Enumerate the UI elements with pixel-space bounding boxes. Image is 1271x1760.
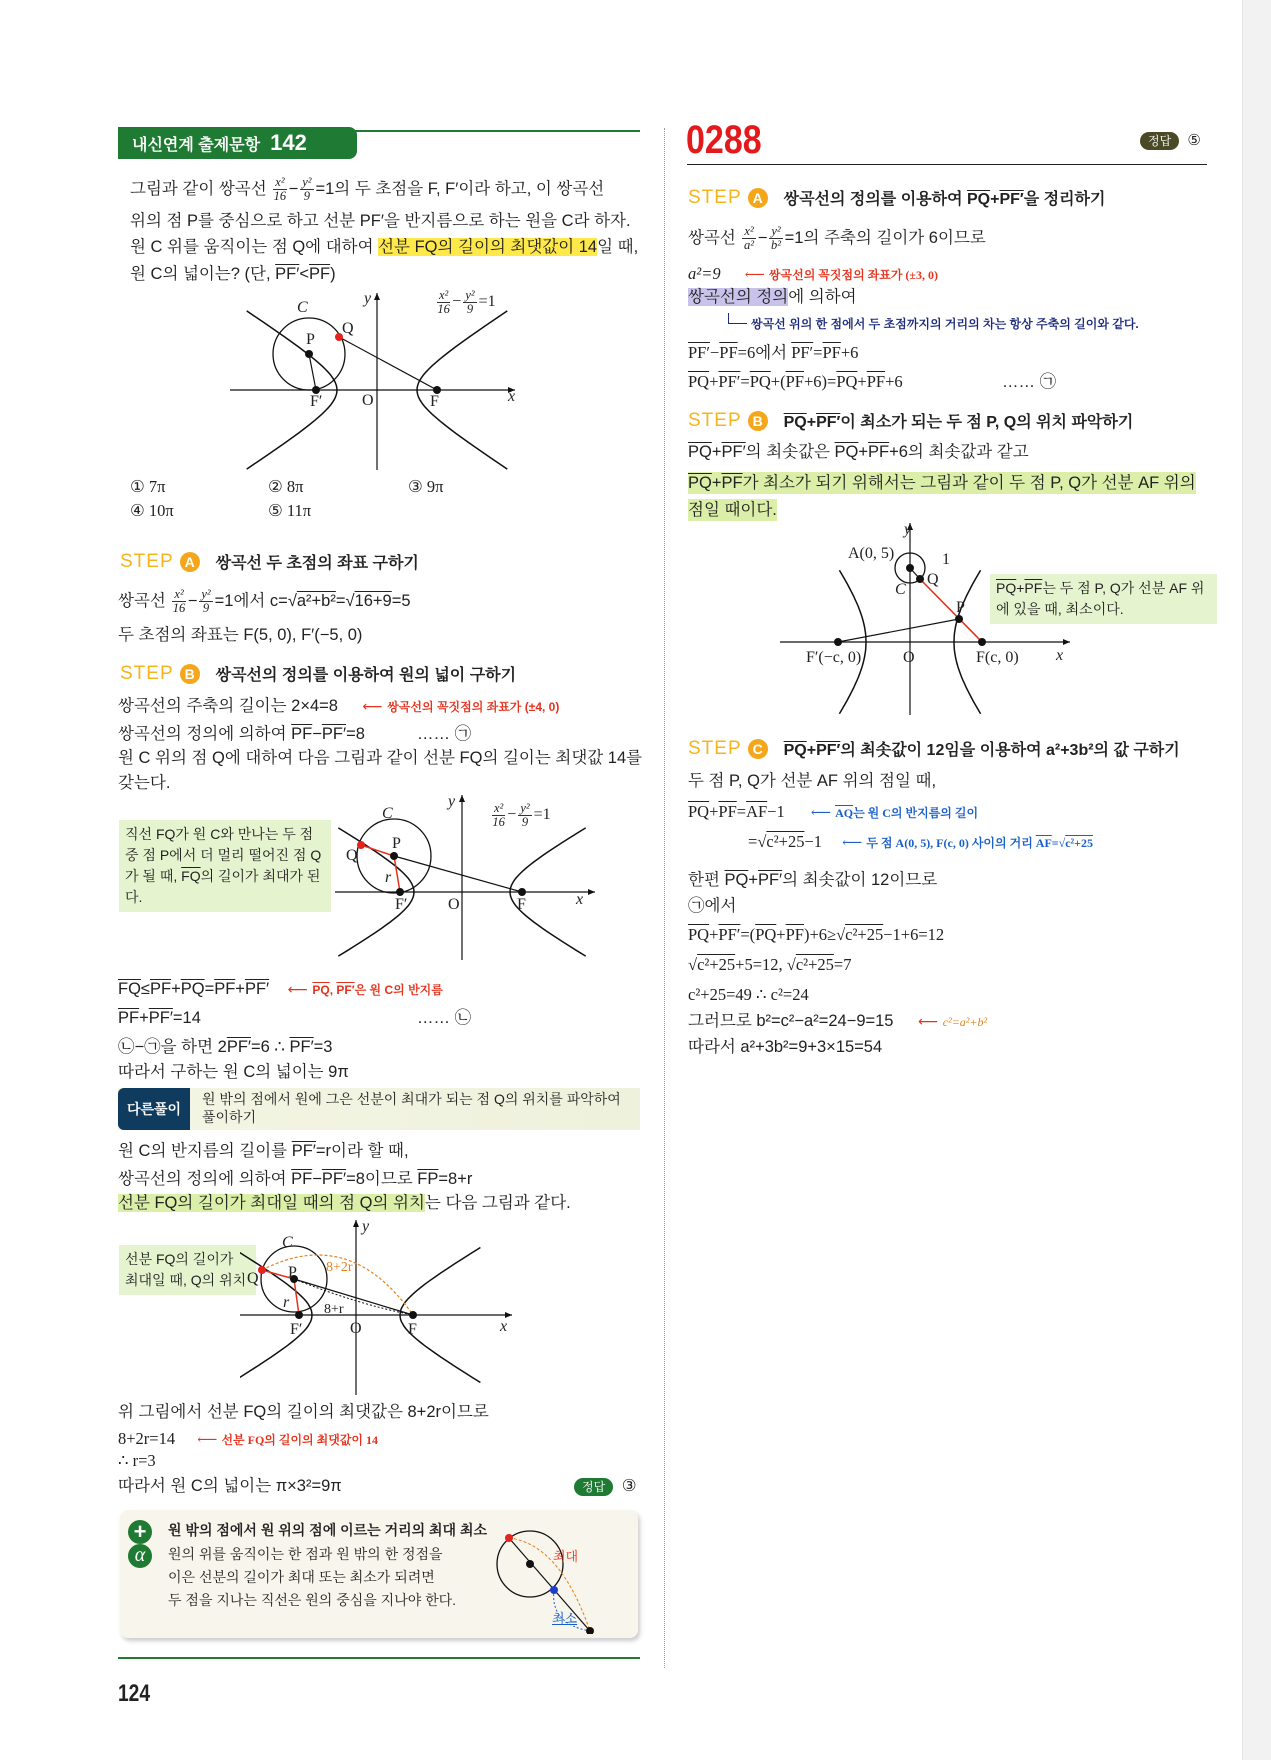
solution-line: $\overline{PQ}+PF'=(\overline{PQ}+\overline{PF})+6\ge√c^2+25-1+6=12$ (688, 925, 945, 944)
solution-line (688, 263, 938, 287)
step-title: $\overline{PQ}+PF'$이 최소가 되는 두 점 P, Q의 위치 파악하기 (783, 414, 1134, 431)
point-label-a: A(0, 5) (848, 545, 895, 562)
alt-solution-label: 다른풀이 (118, 1088, 190, 1130)
segment-qf (339, 337, 437, 390)
step-letter: A (180, 552, 200, 572)
step-letter: B (748, 411, 768, 431)
axis-label-x: x (576, 891, 584, 908)
origin-label: O (903, 649, 915, 666)
highlight-line: $\overline{PQ}+\overline{PF}$가 최소가 되기 위해서는 그림과 같이 두 점 P, Q가 선분 AF 위의 (688, 474, 1196, 492)
point-label-f-prime: F′ (395, 896, 408, 913)
annotation-note: $\overline{PQ}$, PF′은 원 C의 반지름 (312, 983, 443, 997)
radius-label-r: r (283, 1294, 290, 1311)
problem-line (130, 236, 638, 258)
segment-qf (920, 579, 982, 642)
point-label-q: Q (342, 320, 354, 337)
choice-3[interactable]: ③ 9π (408, 477, 444, 496)
problem-line (130, 210, 631, 232)
solution-line (118, 1192, 571, 1214)
annotation-note: c²=a²+b² (942, 1015, 988, 1029)
solution-text: 는 다음 그림과 같다. (424, 1194, 571, 1212)
distance-label-8-plus-2r: 8+2r (326, 1260, 353, 1275)
axis-label-y: y (448, 793, 456, 810)
answer-badge (1140, 131, 1201, 150)
problem-text: 일 때, (597, 238, 639, 256)
highlight-text: 선분 FQ의 길이가 최대일 때의 점 Q의 위치 (118, 1194, 425, 1212)
circle-label-c: C (895, 581, 906, 598)
figure-hyperbola-2 (330, 790, 600, 960)
tip-line: 원의 위를 움직이는 한 점과 원 밖의 한 정점을 (168, 1546, 443, 1562)
problem-number: 0288 (686, 118, 762, 162)
step-letter: A (748, 188, 768, 208)
solution-line: c²+25=49 ∴ c²=24 (688, 985, 809, 1004)
highlight-text: 쌍곡선의 정의 (688, 288, 789, 306)
x-axis-arrow-icon (588, 889, 595, 895)
origin-label: O (448, 896, 460, 913)
tip-title: 원 밖의 점에서 원 위의 점에 이르는 거리의 최대 최소 (168, 1522, 488, 1538)
solution-line: 따라서 a²+3b²=9+3×15=54 (688, 1038, 883, 1056)
hyperbola-equation: $\frac{\text{x²}}{16}$ − $\frac{\text{y²}}{9}$ =1 (492, 801, 551, 829)
max-label: 최대 (553, 1549, 579, 1564)
solution-line (688, 801, 978, 825)
circle-label-c: C (382, 805, 393, 822)
highlight-line: 점일 때이다. (688, 501, 777, 519)
solution-line (688, 286, 857, 308)
title-rule (687, 164, 1207, 165)
annotation-note: 쌍곡선의 꼭짓점의 좌표가 (±4, 0) (387, 700, 560, 714)
equation-marker: …… ㉠ (417, 725, 472, 743)
header-rule (343, 130, 640, 132)
page-number: 124 (118, 1680, 151, 1707)
arrow-left-icon: ⟵ (810, 806, 831, 821)
solution-line: 쌍곡선의 정의에 의하여 $\overline{PF}-PF'=8$이므로 $\overline{FP}=8+r$ (118, 1170, 473, 1188)
figure-4-note: $\overline{PQ}+\overline{PF}$는 두 점 P, Q가 선분 AF 위에 있을 때, 최소이다. (990, 574, 1217, 624)
header-label: 내신연계 출제문항 (132, 136, 261, 154)
point-a (906, 564, 914, 572)
answer-label: 정답 (1140, 132, 1179, 150)
plus-icon: + (128, 1520, 152, 1544)
distance-label-8-plus-r: 8+r (324, 1302, 344, 1317)
point-q (258, 1266, 266, 1274)
min-label: 최소 (552, 1611, 578, 1626)
equation-marker: …… ㉡ (417, 1009, 472, 1027)
segment-qp (361, 845, 394, 856)
segment-pf-prime (394, 856, 400, 892)
problem-header (118, 127, 357, 159)
tip-line: 이은 선분의 길이가 최대 또는 최소가 되려면 (168, 1569, 435, 1585)
x-axis-arrow-icon (1063, 639, 1070, 645)
arrow-left-icon: ⟵ (287, 981, 308, 997)
alpha-icon: α (128, 1544, 152, 1568)
point-label-p: P (288, 1264, 297, 1281)
step-word: STEP (688, 409, 742, 431)
choice-5[interactable]: ⑤ 11π (268, 501, 312, 520)
step-c-heading (688, 737, 1180, 760)
step-letter: C (748, 739, 768, 759)
problem-text: 위의 점 P를 중심으로 하고 선분 PF′을 반지름으로 하는 원을 C라 하자. (130, 212, 631, 230)
problem-line: 원 C의 넓이는? (단, $PF'<\overline{PF}$) (130, 265, 336, 283)
figure-3-note: 선분 FQ의 길이가 최대일 때, Q의 위치 (119, 1245, 256, 1295)
step-title: 쌍곡선의 정의를 이용하여 $\overline{PQ}+PF'$을 정리하기 (783, 191, 1106, 208)
solution-text: $\overline{FQ}\le\overline{PF}+\overline{PQ}=\overline{PF}+PF'$ (118, 980, 270, 998)
solution-line: $\overline{PQ}+PF'$의 최솟값은 $\overline{PQ}+\overline{PF}+6$의 최솟값과 같고 (688, 443, 1029, 461)
origin-label: O (362, 392, 374, 409)
point-label-f: F (408, 1321, 417, 1338)
arrow-left-icon: ⟵ (744, 268, 765, 283)
choice-4[interactable]: ④ 10π (130, 501, 174, 520)
solution-line: 위 그림에서 선분 FQ의 길이의 최댓값은 8+2r이므로 (118, 1403, 489, 1421)
solution-line: ㉠에서 (688, 897, 737, 915)
solution-line: 쌍곡선의 정의에 의하여 $\overline{PF}-PF'=8$ (118, 725, 365, 743)
origin-label: O (350, 1320, 362, 1337)
solution-line (748, 831, 1093, 855)
circle-center (526, 1560, 534, 1568)
footer-rule (118, 1657, 640, 1659)
point-label-p: P (392, 835, 401, 852)
point-f-prime (834, 638, 842, 646)
solution-line: √c²+25+5=12, √c²+25=7 (688, 955, 852, 974)
answer-label: 정답 (574, 1478, 613, 1496)
answer-value: ③ (621, 1477, 637, 1495)
far-point (505, 1534, 513, 1542)
point-label-f: F (517, 896, 526, 913)
step-word: STEP (688, 186, 742, 208)
solution-line: 쌍곡선 $\frac{\text{x²}}{\text{a²}}$ − $\frac{\text{y²}}{\text{b²}}$ =1의 주축의 길이가 6이므로 (688, 224, 986, 252)
y-axis-arrow-icon (374, 293, 380, 300)
definition-note (728, 312, 1139, 335)
point-p (305, 350, 313, 358)
near-point (550, 1586, 558, 1594)
tip-box (120, 1510, 638, 1638)
highlight-text: 선분 FQ의 길이의 최댓값이 14 (378, 238, 598, 256)
step-b-heading (688, 409, 1133, 432)
step-letter: B (180, 664, 200, 684)
figure-2-graphic (330, 790, 600, 960)
solution-line (118, 978, 443, 1001)
tip-line: 두 점을 지나는 직선은 원의 중심을 지나야 한다. (168, 1592, 457, 1608)
solution-line: 원 C의 반지름의 길이를 PF′=r이라 할 때, (118, 1142, 409, 1160)
annotation-note: $\overline{AQ}$는 원 C의 반지름의 길이 (835, 806, 979, 820)
radius-label-r: r (385, 869, 392, 886)
solution-line: 쌍곡선 $\frac{\text{x²}}{16}$ − $\frac{\text{y²}}{9}$ =1에서 c=√a²+b²=√16+9=5 (118, 587, 411, 615)
annotation-note: 선분 FQ의 길이의 최댓값이 14 (221, 1433, 379, 1447)
choice-1[interactable]: ① 7π (130, 477, 166, 496)
step-title: 쌍곡선 두 초점의 좌표 구하기 (215, 555, 419, 572)
solution-line: $PF'-\overline{PF}=6$에서 $PF'=\overline{PF}+6$ (688, 343, 859, 362)
column-divider (664, 128, 665, 1668)
figure-1-graphic (230, 285, 560, 470)
point-label-p: P (956, 599, 965, 616)
solution-text: 그러므로 b²=c²−a²=24−9=15 (688, 1012, 894, 1030)
solution-line: ㉡−㉠을 하면 2PF′=6 ∴ PF′=3 (118, 1038, 333, 1056)
point-label-f: F(c, 0) (976, 649, 1019, 666)
figure-hyperbola-3 (240, 1215, 530, 1395)
point-label-p: P (306, 331, 315, 348)
solution-line: 두 초점의 좌표는 F(5, 0), F′(−5, 0) (118, 626, 363, 644)
solution-text: 8+2r=14 (118, 1429, 176, 1448)
solution-line: 두 점 P, Q가 선분 AF 위의 점일 때, (688, 772, 937, 790)
step-word: STEP (120, 662, 174, 684)
solution-line: ∴ r=3 (118, 1451, 156, 1470)
step-title: 쌍곡선의 정의를 이용하여 원의 넓이 구하기 (215, 667, 517, 684)
point-p (955, 615, 963, 623)
point-label-f: F (430, 393, 439, 410)
step-a-heading (688, 186, 1105, 209)
point-p (390, 852, 398, 860)
point-label-q: Q (247, 1270, 259, 1287)
alt-solution-banner (118, 1088, 640, 1130)
step-a-heading (120, 550, 419, 573)
point-label-f-prime: F′ (310, 393, 323, 410)
figure-2-note: 직선 FQ가 원 C와 만나는 두 점 중 점 P에서 더 멀리 떨어진 점 Q가 될 때, $\overline{FQ}$의 길이가 최대가 된다. (119, 820, 331, 912)
solution-line: $\overline{PF}+PF'=14$ (118, 1009, 201, 1027)
problem-line: 그림과 같이 쌍곡선 $\frac{\text{x²}}{16}$ − $\frac{\text{y²}}{9}$ =1의 두 초점을 F, F′이라 하고, 이 쌍곡선 (130, 175, 605, 203)
plus-alpha-icon (128, 1520, 154, 1568)
arrow-left-icon: ⟵ (842, 836, 863, 851)
solution-text: a²=9 (688, 264, 721, 283)
step-word: STEP (688, 737, 742, 759)
axis-label-x: x (1056, 647, 1064, 664)
solution-line (118, 1428, 378, 1452)
arrow-left-icon: ⟵ (362, 698, 383, 714)
solution-text: $\overline{PQ}+\overline{PF}=\overline{AF}-1$ (688, 802, 785, 821)
segment-pf (294, 1279, 413, 1315)
point-f-prime (396, 888, 404, 896)
solution-line (118, 695, 559, 718)
solution-line: 갖는다. (118, 774, 171, 792)
step-title: $\overline{PQ}+PF'$의 최솟값이 12임을 이용하여 a²+3b²의 값 구하기 (783, 742, 1180, 759)
axis-label-x: x (500, 1318, 508, 1335)
y-axis-arrow-icon (353, 1220, 359, 1227)
alt-solution-text: 원 밖의 점에서 원에 그은 선분이 최대가 되는 점 Q의 위치를 파악하여 풀이하기 (202, 1091, 621, 1125)
y-axis-arrow-icon (459, 795, 465, 802)
point-f (518, 888, 526, 896)
problem-text: 원 C 위를 움직이는 점 Q에 대하여 (130, 238, 379, 256)
solution-text: 에 의하여 (788, 288, 857, 306)
corner-arrow-icon (728, 313, 747, 324)
solution-line: 따라서 구하는 원 C의 넓이는 9π (118, 1063, 349, 1081)
point-q (357, 841, 365, 849)
solution-line: 한편 $\overline{PQ}+PF'$의 최솟값이 12이므로 (688, 871, 938, 889)
answer-value: ⑤ (1187, 132, 1201, 149)
point-f-prime (295, 1311, 303, 1319)
hyperbola-equation: $\frac{\text{x²}}{16}$ − $\frac{\text{y²}}{9}$ =1 (437, 288, 496, 316)
segment-pf-prime (294, 1279, 299, 1315)
circle-label-c: C (282, 1234, 293, 1251)
header-number: 142 (270, 130, 307, 155)
step-b-heading (120, 662, 516, 685)
solution-line: 원 C 위의 점 Q에 대하여 다음 그림과 같이 선분 FQ의 길이는 최댓값 14를 (118, 749, 643, 767)
point-label-q: Q (346, 847, 358, 864)
axis-label-y: y (904, 521, 912, 538)
annotation-note: 쌍곡선 위의 한 점에서 두 초점까지의 거리의 차는 항상 주축의 길이와 같다. (751, 317, 1139, 331)
figure-hyperbola-1 (230, 285, 560, 470)
axis-label-x: x (508, 388, 516, 405)
annotation-note: 쌍곡선의 꼭짓점의 좌표가 (±3, 0) (768, 268, 939, 282)
point-f (978, 638, 986, 646)
arrow-left-icon: ⟵ (197, 1433, 218, 1448)
solution-text: 쌍곡선의 주축의 길이는 2×4=8 (118, 697, 338, 715)
point-q (916, 575, 924, 583)
page-edge (1242, 0, 1271, 1760)
arrow-left-icon: ⟵ (918, 1013, 939, 1029)
answer-badge (574, 1475, 637, 1497)
point-label-f-prime: F′(−c, 0) (806, 649, 862, 666)
solution-line: 따라서 원 C의 넓이는 π×3²=9π (118, 1477, 342, 1495)
point-f (409, 1311, 417, 1319)
axis-label-y: y (362, 1218, 370, 1235)
equation-marker: …… ㉠ (1002, 373, 1057, 391)
point-label-q: Q (927, 571, 939, 588)
segment-f-prime-p (838, 619, 959, 642)
point-label-f-prime: F′ (290, 1321, 303, 1338)
step-word: STEP (120, 550, 174, 572)
choice-2[interactable]: ② 8π (268, 477, 304, 496)
solution-line: $\overline{PQ}+PF'=\overline{PQ}+(\overline{PF}+6)=\overline{PQ}+\overline{PF}+6$ (688, 372, 903, 391)
axis-label-y: y (364, 290, 372, 307)
radius-label-1: 1 (942, 551, 950, 568)
solution-text: =√c²+25−1 (748, 832, 823, 851)
solution-line (688, 1010, 987, 1033)
annotation-note: 두 점 A(0, 5), F(c, 0) 사이의 거리 $\overline{AF}=√c^2+25$ (866, 836, 1093, 850)
circle-label-c: C (297, 299, 308, 316)
